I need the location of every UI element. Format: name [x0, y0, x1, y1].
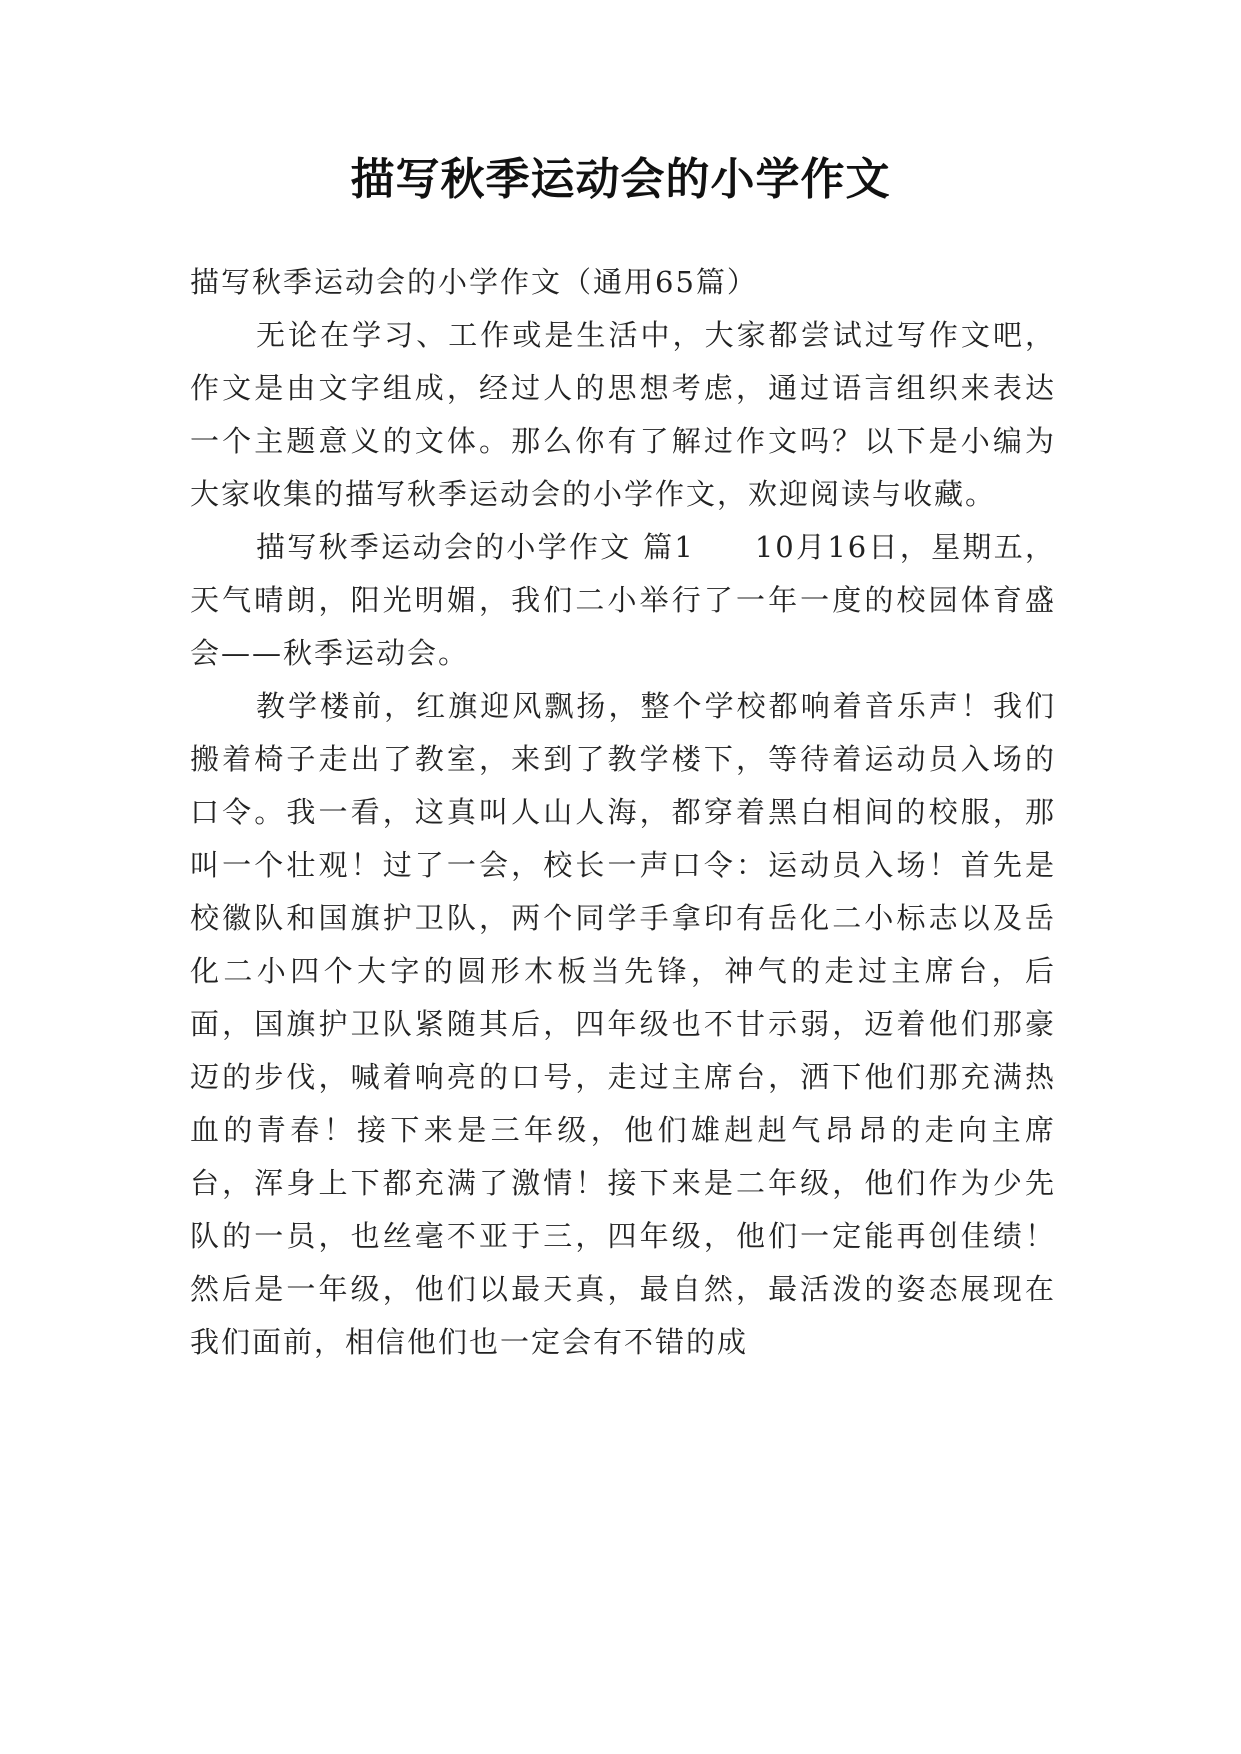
document-title: 描写秋季运动会的小学作文 — [350, 154, 891, 205]
document-subtitle: 描写秋季运动会的小学作文（通用65篇） — [190, 265, 758, 299]
intro-paragraph: 无论在学习、工作或是生活中，大家都尝试过写作文吧，作文是由文字组成，经过人的思想考虑，通过语言组织来表达一个主题意义的文体。那么你有了解过作文吗？以下是小编为大家收集的描写秋季运动会的小学作文，欢迎阅读与收藏。 — [190, 318, 1056, 511]
body-paragraph-2: 教学楼前，红旗迎风飘扬，整个学校都响着音乐声！我们搬着椅子走出了教室，来到了教学楼下，等待着运动员入场的口令。我一看，这真叫人山人海，都穿着黑白相间的校服，那叫一个壮观！过了一会，校长一声口令：运动员入场！首先是校徽队和国旗护卫队，两个同学手拿印有岳化二小标志以及岳化二小四个大字的圆形木板当先锋，神气的走过主席台，后面，国旗护卫队紧随其后，四年级也不甘示弱，迈着他们那豪迈的步伐，喊着响亮的口号，走过主席台，洒下他们那充满热血的青春！接下来是三年级，他们雄赳赳气昂昂的走向主席台，浑身上下都充满了激情！接下来是二年级，他们作为少先队的一员，也丝毫不亚于三，四年级，他们一定能再创佳绩！然后是一年级，他们以最天真，最自然，最活泼的姿态展现在我们面前，相信他们也一定会有不错的成 — [190, 689, 1056, 1359]
document-body — [190, 256, 1056, 1369]
section-1-paragraph — [190, 521, 1056, 680]
section-1-heading: 描写秋季运动会的小学作文 篇1 — [256, 530, 695, 564]
section-1-text: 10月16日，星期五，天气晴朗，阳光明媚，我们二小举行了一年一度的校园体育盛会——秋季运动会。 — [190, 530, 1057, 670]
